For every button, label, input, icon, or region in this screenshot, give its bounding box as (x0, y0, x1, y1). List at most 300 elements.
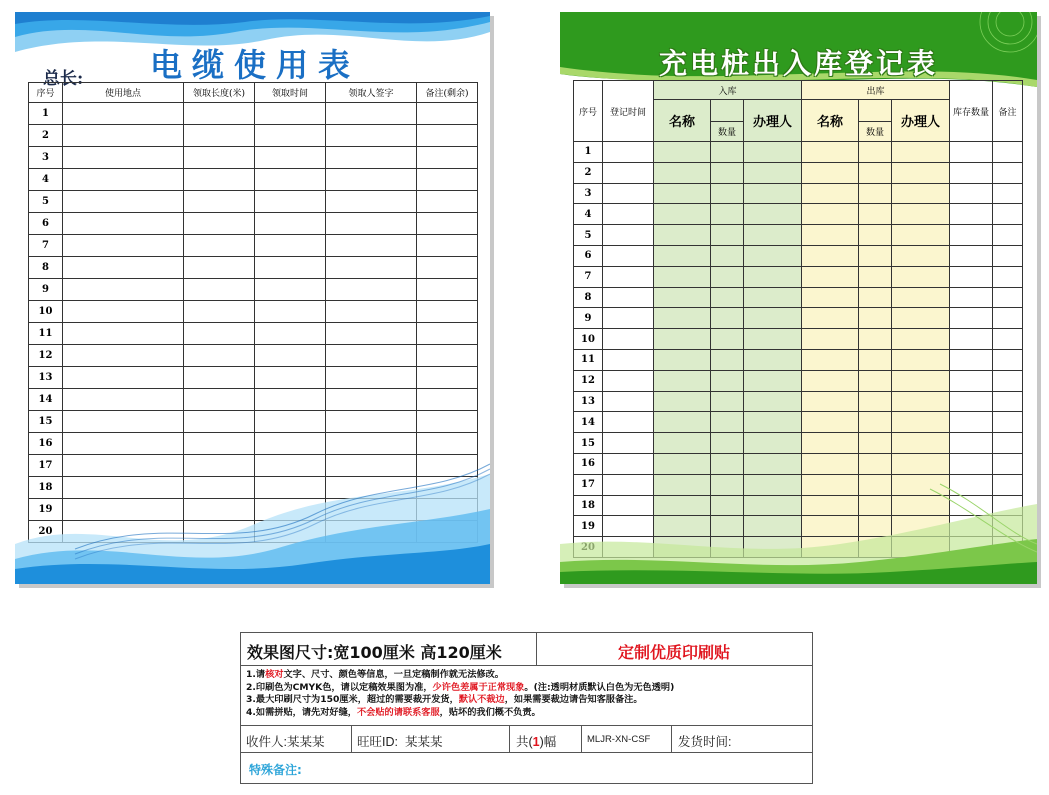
table-cell (63, 235, 184, 257)
row-number: 16 (29, 433, 63, 455)
table-cell (802, 308, 859, 329)
table-cell (603, 142, 654, 163)
table-cell (892, 225, 950, 246)
table-cell (993, 204, 1023, 225)
table-cell (950, 287, 993, 308)
table-cell (859, 245, 892, 266)
table-row (574, 391, 1023, 412)
table-cell (417, 191, 478, 213)
row-number: 18 (574, 495, 603, 516)
table-cell (654, 142, 711, 163)
table-cell (255, 213, 326, 235)
table-cell (950, 225, 993, 246)
row-number: 7 (574, 266, 603, 287)
table-cell (950, 142, 993, 163)
table-cell (950, 183, 993, 204)
table-cell (654, 329, 711, 350)
table-cell (603, 391, 654, 412)
table-cell (255, 147, 326, 169)
wangwang-label: 旺旺ID: (357, 735, 398, 749)
table-cell (326, 147, 417, 169)
table-cell (993, 142, 1023, 163)
divider (351, 726, 352, 752)
table-cell (993, 349, 1023, 370)
table-cell (892, 370, 950, 391)
table-cell (802, 412, 859, 433)
table-row (29, 169, 478, 191)
row-number: 13 (29, 367, 63, 389)
table-cell (993, 308, 1023, 329)
table-cell (892, 266, 950, 287)
table-cell (417, 323, 478, 345)
table-row (29, 433, 478, 455)
table-row (574, 287, 1023, 308)
header-time: 领取时间 (255, 83, 326, 103)
receiver-label: 收件人: (246, 735, 287, 749)
table-cell (603, 308, 654, 329)
table-cell (711, 142, 744, 163)
table-cell (859, 142, 892, 163)
table-cell (711, 183, 744, 204)
table-row (29, 323, 478, 345)
table-cell (654, 308, 711, 329)
total-length-label: 总长: (43, 69, 84, 89)
table-cell (711, 349, 744, 370)
table-cell (892, 183, 950, 204)
table-cell (950, 308, 993, 329)
note-line (246, 707, 674, 720)
table-cell (744, 204, 802, 225)
table-cell (950, 266, 993, 287)
table-row (29, 147, 478, 169)
table-cell (63, 389, 184, 411)
count-suffix: )幅 (539, 735, 557, 749)
table-cell (326, 323, 417, 345)
table-row (29, 103, 478, 125)
header-qty-out-spacer (859, 100, 892, 122)
table-cell (950, 391, 993, 412)
table-cell (326, 279, 417, 301)
table-cell (892, 453, 950, 474)
table-cell (950, 162, 993, 183)
table-cell (859, 183, 892, 204)
note-text: 1.请 (246, 669, 266, 680)
table-cell (603, 453, 654, 474)
table-cell (744, 349, 802, 370)
table-cell (950, 245, 993, 266)
table-cell (892, 433, 950, 454)
table-cell (802, 204, 859, 225)
table-cell (255, 367, 326, 389)
promo-text: 定制优质印刷贴 (617, 643, 730, 662)
table-cell (184, 103, 255, 125)
table-cell (711, 453, 744, 474)
table-cell (326, 213, 417, 235)
note-highlight: 核对 (265, 669, 284, 680)
note-text: 3.最大印刷尺寸为150厘米，超过的需要裁开发货， (246, 694, 459, 705)
header-date: 登记时间 (603, 81, 654, 142)
table-row (574, 433, 1023, 454)
row-number: 9 (29, 279, 63, 301)
table-cell (993, 329, 1023, 350)
table-row (574, 349, 1023, 370)
table-cell (950, 329, 993, 350)
table-cell (802, 453, 859, 474)
table-cell (802, 183, 859, 204)
table-cell (892, 142, 950, 163)
row-number: 6 (574, 245, 603, 266)
table-cell (950, 453, 993, 474)
table-cell (603, 287, 654, 308)
table-cell (859, 453, 892, 474)
table-cell (654, 245, 711, 266)
table-cell (63, 125, 184, 147)
ship-time-label: 发货时间: (678, 735, 732, 749)
table-cell (326, 125, 417, 147)
note-text: 。(注:透明材质默认白色为无色透明) (524, 681, 675, 693)
header-out: 出库 (802, 81, 950, 100)
row-number: 15 (574, 433, 603, 454)
table-cell (417, 367, 478, 389)
table-cell (603, 370, 654, 391)
table-cell (417, 125, 478, 147)
table-cell (255, 169, 326, 191)
table-cell (63, 433, 184, 455)
table-cell (63, 301, 184, 323)
row-number: 4 (574, 204, 603, 225)
table-cell (744, 453, 802, 474)
row-number: 18 (29, 477, 63, 499)
order-info-box (240, 632, 813, 784)
count-field (516, 732, 556, 750)
special-remark-label: 特殊备注: (249, 763, 302, 777)
table-cell (802, 245, 859, 266)
table-cell (892, 412, 950, 433)
effect-size-label: 效果图尺寸:宽100厘米 高120厘米 (247, 643, 502, 662)
table-cell (859, 349, 892, 370)
table-cell (711, 162, 744, 183)
note-text: 4.如需拼贴，请先对好缝， (246, 706, 357, 718)
table-row (574, 329, 1023, 350)
table-row (29, 389, 478, 411)
table-cell (802, 266, 859, 287)
table-row (29, 235, 478, 257)
table-row (29, 213, 478, 235)
row-number: 6 (29, 213, 63, 235)
header-seq: 序号 (574, 81, 603, 142)
charging-pile-board (560, 12, 1037, 584)
table-row (29, 125, 478, 147)
table-cell (859, 308, 892, 329)
table-cell (993, 287, 1023, 308)
table-row (29, 411, 478, 433)
cable-usage-board (15, 12, 490, 584)
table-cell (326, 257, 417, 279)
table-cell (993, 370, 1023, 391)
header-handler-out: 办理人 (892, 100, 950, 142)
table-cell (417, 257, 478, 279)
table-cell (744, 391, 802, 412)
table-cell (417, 213, 478, 235)
table-cell (63, 169, 184, 191)
table-cell (326, 301, 417, 323)
table-cell (603, 329, 654, 350)
row-number: 5 (29, 191, 63, 213)
row-number: 14 (29, 389, 63, 411)
table-cell (711, 329, 744, 350)
table-row (574, 308, 1023, 329)
table-cell (255, 191, 326, 213)
table-cell (859, 204, 892, 225)
table-cell (654, 162, 711, 183)
table-cell (417, 433, 478, 455)
header-signature: 领取人签字 (326, 83, 417, 103)
board-title: 充电桩出入库登记表 (658, 47, 938, 80)
table-cell (255, 323, 326, 345)
table-cell (892, 204, 950, 225)
table-cell (255, 433, 326, 455)
table-cell (993, 266, 1023, 287)
table-cell (184, 367, 255, 389)
note-text: ，如果需要裁边请告知客服备注。 (504, 694, 643, 705)
table-cell (859, 370, 892, 391)
receiver-field (246, 732, 325, 750)
table-cell (744, 370, 802, 391)
table-cell (744, 329, 802, 350)
table-cell (711, 370, 744, 391)
table-cell (603, 349, 654, 370)
table-cell (993, 245, 1023, 266)
table-cell (950, 412, 993, 433)
table-cell (859, 412, 892, 433)
table-cell (802, 433, 859, 454)
table-cell (184, 125, 255, 147)
table-cell (63, 257, 184, 279)
table-cell (711, 308, 744, 329)
table-cell (654, 287, 711, 308)
row-number: 12 (574, 370, 603, 391)
count-prefix: 共( (516, 735, 533, 749)
table-row (574, 225, 1023, 246)
table-cell (950, 204, 993, 225)
table-cell (802, 349, 859, 370)
table-cell (654, 453, 711, 474)
note-line (246, 682, 674, 695)
table-cell (711, 225, 744, 246)
table-cell (417, 279, 478, 301)
table-cell (603, 412, 654, 433)
row-number: 1 (574, 142, 603, 163)
row-number: 8 (29, 257, 63, 279)
table-cell (711, 287, 744, 308)
table-cell (326, 389, 417, 411)
table-row (574, 412, 1023, 433)
table-cell (744, 308, 802, 329)
table-cell (802, 142, 859, 163)
row-number: 10 (29, 301, 63, 323)
header-qty-in: 数量 (711, 122, 744, 142)
row-number: 1 (29, 103, 63, 125)
divider (581, 726, 582, 752)
header-length: 领取长度(米) (184, 83, 255, 103)
table-cell (603, 225, 654, 246)
note-line (246, 694, 674, 707)
table-row (574, 453, 1023, 474)
table-cell (184, 147, 255, 169)
table-cell (603, 204, 654, 225)
row-number: 16 (574, 453, 603, 474)
count-value: 1 (532, 735, 540, 749)
table-cell (184, 411, 255, 433)
bottom-green-band (560, 474, 1037, 584)
table-cell (892, 391, 950, 412)
table-row (574, 266, 1023, 287)
note-highlight: 少许色差属于正常现象 (432, 681, 525, 693)
table-row (29, 367, 478, 389)
table-row (574, 162, 1023, 183)
table-cell (255, 389, 326, 411)
divider (671, 726, 672, 752)
row-number: 3 (29, 147, 63, 169)
row-number: 7 (29, 235, 63, 257)
table-cell (63, 213, 184, 235)
table-cell (993, 433, 1023, 454)
table-row (574, 204, 1023, 225)
table-cell (184, 389, 255, 411)
row-number: 15 (29, 411, 63, 433)
table-cell (859, 287, 892, 308)
table-cell (184, 169, 255, 191)
header-name-out: 名称 (802, 100, 859, 142)
row-number: 17 (29, 455, 63, 477)
receiver-value: 某某某 (286, 735, 325, 749)
table-header-row (29, 83, 478, 103)
header-qty-in-spacer (711, 100, 744, 122)
table-cell (326, 169, 417, 191)
header-qty-out: 数量 (859, 122, 892, 142)
table-cell (744, 266, 802, 287)
header-in: 入库 (654, 81, 802, 100)
table-cell (802, 225, 859, 246)
table-cell (184, 213, 255, 235)
table-cell (654, 433, 711, 454)
table-row (574, 245, 1023, 266)
table-cell (744, 225, 802, 246)
table-cell (184, 345, 255, 367)
table-cell (63, 411, 184, 433)
table-cell (654, 349, 711, 370)
table-row (29, 279, 478, 301)
table-cell (711, 412, 744, 433)
table-cell (711, 245, 744, 266)
table-cell (326, 433, 417, 455)
header-handler-in: 办理人 (744, 100, 802, 142)
table-cell (744, 162, 802, 183)
header-location: 使用地点 (63, 83, 184, 103)
header-remark: 备注(剩余) (417, 83, 478, 103)
table-cell (603, 162, 654, 183)
table-cell (859, 225, 892, 246)
table-cell (711, 204, 744, 225)
bottom-wave-decoration (15, 454, 490, 584)
table-cell (859, 266, 892, 287)
row-number: 9 (574, 308, 603, 329)
table-cell (63, 103, 184, 125)
row-number: 2 (29, 125, 63, 147)
table-cell (892, 329, 950, 350)
row-number: 11 (29, 323, 63, 345)
divider (509, 726, 510, 752)
table-cell (654, 412, 711, 433)
table-cell (744, 142, 802, 163)
header-remark: 备注 (993, 81, 1023, 142)
table-cell (654, 183, 711, 204)
table-cell (417, 301, 478, 323)
table-cell (744, 245, 802, 266)
info-header-row (241, 633, 812, 666)
table-cell (993, 162, 1023, 183)
row-number: 8 (574, 287, 603, 308)
table-cell (802, 391, 859, 412)
header-name-in: 名称 (654, 100, 711, 142)
table-cell (184, 323, 255, 345)
table-row (29, 301, 478, 323)
table-cell (326, 235, 417, 257)
table-cell (711, 391, 744, 412)
table-cell (255, 257, 326, 279)
table-cell (802, 370, 859, 391)
table-cell (63, 345, 184, 367)
table-cell (184, 301, 255, 323)
table-cell (255, 103, 326, 125)
table-cell (859, 433, 892, 454)
table-row (29, 345, 478, 367)
table-cell (654, 391, 711, 412)
table-cell (255, 345, 326, 367)
table-cell (184, 433, 255, 455)
row-number: 14 (574, 412, 603, 433)
table-cell (892, 245, 950, 266)
table-cell (326, 345, 417, 367)
table-row (29, 257, 478, 279)
table-cell (993, 183, 1023, 204)
table-cell (63, 367, 184, 389)
table-cell (184, 235, 255, 257)
header-seq: 序号 (29, 83, 63, 103)
row-number: 19 (574, 516, 603, 537)
table-cell (950, 433, 993, 454)
table-cell (654, 370, 711, 391)
row-number: 10 (574, 329, 603, 350)
table-cell (63, 147, 184, 169)
wangwang-value: 某某某 (404, 735, 443, 749)
table-cell (859, 162, 892, 183)
table-cell (993, 391, 1023, 412)
table-cell (417, 411, 478, 433)
row-number: 2 (574, 162, 603, 183)
table-cell (993, 453, 1023, 474)
table-cell (326, 191, 417, 213)
note-highlight: 不会贴的请联系客服 (356, 706, 440, 718)
product-code: MLJR-XN-CSF (587, 734, 651, 745)
table-cell (417, 235, 478, 257)
table-cell (63, 191, 184, 213)
table-cell (255, 125, 326, 147)
table-cell (802, 329, 859, 350)
table-cell (711, 433, 744, 454)
row-number: 20 (29, 521, 63, 543)
note-highlight: 默认不裁边 (458, 694, 505, 705)
